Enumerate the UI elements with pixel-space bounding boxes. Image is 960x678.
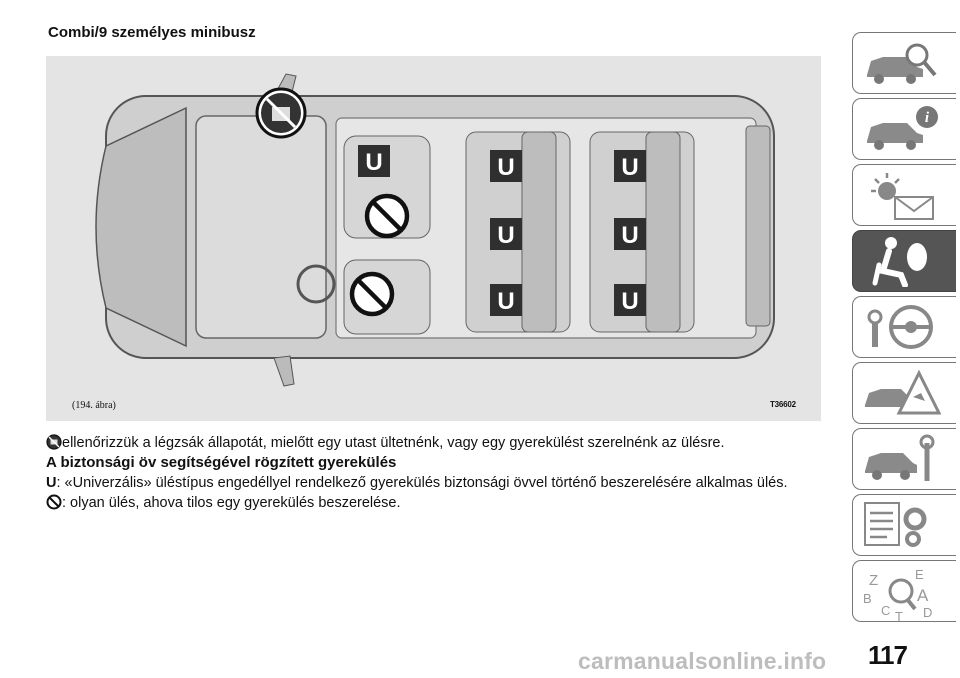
- svg-text:Z: Z: [869, 572, 879, 589]
- specs-gears-icon: [861, 499, 941, 551]
- page-title: Combi/9 személyes minibusz: [48, 24, 256, 41]
- airbag-prohibited-icon: [257, 89, 305, 137]
- tab-warning-lights[interactable]: [852, 164, 956, 226]
- universal-seat-badge: [614, 150, 646, 182]
- prohibited-seat-text: : olyan ülés, ahova tilos egy gyerekülés beszerelése.: [62, 495, 401, 511]
- alphabet-index-icon: [861, 565, 941, 623]
- airbag-note: [46, 434, 725, 452]
- universal-seat-badge: [490, 150, 522, 182]
- car-search-icon: [861, 37, 941, 89]
- minibus-seat-diagram: [46, 56, 821, 421]
- universal-seat-badge: [614, 284, 646, 316]
- svg-text:D: D: [923, 605, 933, 620]
- car-accident-warning-icon: [861, 367, 941, 419]
- tab-maintenance[interactable]: [852, 428, 956, 490]
- universal-seat-badge: [358, 145, 390, 177]
- tab-technical-data[interactable]: [852, 494, 956, 556]
- watermark: carmanualsonline.info: [578, 648, 827, 674]
- universal-seat-badge: [490, 218, 522, 250]
- figure-code: T36602: [770, 400, 796, 409]
- svg-text:U: U: [621, 154, 639, 181]
- svg-text:A: A: [917, 586, 929, 605]
- universal-seat-text: : «Univerzális» üléstípus engedéllyel rendelkező gyerekülés biztonsági övvel történő beszerelésére alkalmas ülés.: [56, 475, 788, 491]
- universal-seat-label: U: [46, 475, 57, 491]
- airbag-seat-icon: [861, 235, 941, 287]
- svg-text:T: T: [895, 609, 903, 623]
- universal-seat-badge: [490, 284, 522, 316]
- svg-text:U: U: [497, 222, 515, 249]
- figure-caption: (194. ábra): [72, 400, 116, 411]
- airbag-note-text: ellenőrizzük a légzsák állapotát, mielőtt egy utast ültetnénk, vagy egy gyerekülést szerelnénk az ülésre.: [62, 435, 725, 451]
- svg-text:i: i: [924, 110, 930, 126]
- universal-seat-badge: [614, 218, 646, 250]
- svg-text:U: U: [497, 154, 515, 181]
- car-info-icon: [861, 103, 941, 155]
- svg-text:U: U: [621, 222, 639, 249]
- airbag-prohibited-icon: [46, 434, 62, 450]
- svg-text:C: C: [881, 603, 891, 618]
- tab-car-info[interactable]: [852, 98, 956, 160]
- svg-text:B: B: [863, 591, 872, 606]
- tab-index[interactable]: [852, 560, 956, 622]
- car-wrench-icon: [861, 433, 941, 485]
- page-number: 117: [868, 640, 907, 670]
- tab-emergency[interactable]: [852, 362, 956, 424]
- tab-starting-driving[interactable]: [852, 296, 956, 358]
- svg-text:E: E: [915, 567, 924, 582]
- warning-light-mail-icon: [861, 169, 941, 221]
- key-steering-wheel-icon: [861, 301, 941, 353]
- prohibited-icon: [352, 274, 392, 314]
- tab-car-search[interactable]: [852, 32, 956, 94]
- svg-text:U: U: [621, 288, 639, 315]
- section-heading: A biztonsági öv segítségével rögzített gyerekülés: [46, 454, 397, 471]
- tab-safety[interactable]: [852, 230, 956, 292]
- svg-text:U: U: [497, 288, 515, 315]
- universal-seat-legend: [46, 474, 788, 492]
- prohibited-icon: [46, 494, 62, 510]
- prohibited-icon: [367, 196, 407, 236]
- prohibited-seat-legend: [46, 494, 401, 512]
- svg-text:U: U: [365, 149, 383, 176]
